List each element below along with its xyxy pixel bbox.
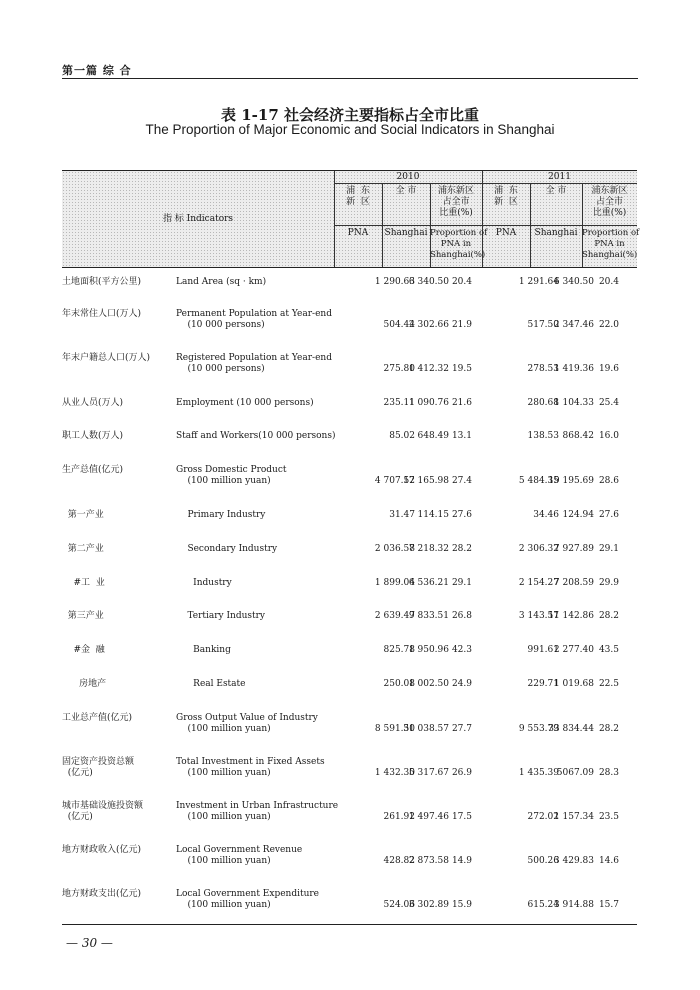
row-value: 33 834.44 xyxy=(548,724,594,734)
row-value: 517.50 xyxy=(527,320,559,330)
running-head: 第一篇 综 合 xyxy=(62,64,132,77)
row-label-cn: 第三产业 xyxy=(62,611,104,621)
row-value: 27.7 xyxy=(451,724,472,734)
row-value: 28.6 xyxy=(598,476,619,486)
row-value: 14.6 xyxy=(598,856,619,866)
row-value: 17.5 xyxy=(451,812,472,822)
row-value: 3 143.57 xyxy=(518,611,559,621)
row-label-en: Secondary Industry xyxy=(176,544,278,554)
row-value: 42.3 xyxy=(451,645,472,655)
row-label-en: Investment in Urban Infrastructure (100 million yuan) xyxy=(176,801,339,822)
row-value: 124.94 xyxy=(562,510,594,520)
row-value: 1 497.46 xyxy=(408,812,449,822)
row-label-en: Registered Population at Year-end (10 000 persons) xyxy=(176,353,332,374)
row-value: 21.6 xyxy=(451,398,472,408)
row-value: 1 157.34 xyxy=(553,812,594,822)
indicators-table xyxy=(62,170,640,910)
row-label-en: Industry xyxy=(176,578,232,588)
row-value: 29.9 xyxy=(598,578,619,588)
header-shanghai-cn-2010: 全 市 xyxy=(395,186,417,196)
row-value: 1 419.36 xyxy=(553,364,594,374)
row-value: 991.61 xyxy=(527,645,559,655)
header-pna-en-2011: PNA xyxy=(495,228,517,238)
row-value: 20.4 xyxy=(451,277,472,287)
row-value: 2 347.46 xyxy=(553,320,594,330)
row-value: 261.92 xyxy=(383,812,415,822)
bottom-rule xyxy=(62,924,637,925)
row-label-en: Local Government Revenue (100 million yuan) xyxy=(176,845,303,866)
row-label-en: Gross Output Value of Industry (100 million yuan) xyxy=(176,713,318,734)
row-value: 504.44 xyxy=(383,320,415,330)
row-label-cn: 城市基础设施投资额 (亿元) xyxy=(62,801,144,822)
header-year-2010: 2010 xyxy=(396,172,420,182)
row-label-cn: 生产总值(亿元) xyxy=(62,465,124,475)
row-value: 428.82 xyxy=(383,856,415,866)
row-value: 2 873.58 xyxy=(408,856,449,866)
row-label-en: Gross Domestic Product (100 million yuan) xyxy=(176,465,287,486)
header-shanghai-cn-2011: 全 市 xyxy=(545,186,567,196)
row-value: 7 218.32 xyxy=(408,544,449,554)
row-value: 1 104.33 xyxy=(553,398,594,408)
row-value: 9 553.79 xyxy=(518,724,559,734)
header-indicator: 指 标 Indicators xyxy=(162,214,234,224)
row-value: 22.5 xyxy=(598,679,619,689)
row-value: 28.3 xyxy=(598,768,619,778)
header-shanghai-en-2010: Shanghai xyxy=(384,228,428,238)
row-value: 2 306.32 xyxy=(518,544,559,554)
row-value: 1 412.32 xyxy=(408,364,449,374)
row-value: 138.53 xyxy=(527,431,559,441)
row-value: 43.5 xyxy=(598,645,619,655)
row-label-cn: 职工人数(万人) xyxy=(62,431,124,441)
row-label-en: Total Investment in Fixed Assets (100 million yuan) xyxy=(176,757,325,778)
header-pna-en-2010: PNA xyxy=(347,228,369,238)
row-label-en: Land Area (sq · km) xyxy=(176,277,267,287)
row-value: 1 291.64 xyxy=(518,277,559,287)
row-label-cn: 年末户籍总人口(万人) xyxy=(62,353,151,363)
row-value: 6 340.50 xyxy=(408,277,449,287)
row-value: 31.47 xyxy=(389,510,415,520)
row-label-cn: 土地面积(平方公里) xyxy=(62,277,142,287)
row-value: 1 090.76 xyxy=(408,398,449,408)
row-value: 29.1 xyxy=(451,578,472,588)
row-value: 29.1 xyxy=(598,544,619,554)
header-pna-cn-2010: 浦 东 新 区 xyxy=(346,186,370,207)
row-value: 278.53 xyxy=(527,364,559,374)
row-label-en: Staff and Workers(10 000 persons) xyxy=(176,431,336,441)
row-value: 6 340.50 xyxy=(553,277,594,287)
row-label-cn: 从业人员(万人) xyxy=(62,398,124,408)
row-value: 11 142.86 xyxy=(548,611,594,621)
row-label-cn: 房地产 xyxy=(62,679,107,689)
row-value: 15.9 xyxy=(451,900,472,910)
row-value: 1 950.96 xyxy=(408,645,449,655)
row-value: 1 019.68 xyxy=(553,679,594,689)
row-value: 28.2 xyxy=(598,611,619,621)
row-value: 3 914.88 xyxy=(553,900,594,910)
row-value: 868.42 xyxy=(562,431,594,441)
row-value: 2 036.58 xyxy=(374,544,415,554)
row-value: 2 277.40 xyxy=(553,645,594,655)
row-value: 5067.09 xyxy=(556,768,594,778)
row-label-en: Local Government Expenditure (100 million yuan) xyxy=(176,889,320,910)
table-title-cn: 表 1-17 社会经济主要指标占全市比重 xyxy=(221,106,479,124)
row-value: 7 208.59 xyxy=(553,578,594,588)
row-value: 4 707.52 xyxy=(374,476,415,486)
row-value: 27.6 xyxy=(598,510,619,520)
row-value: 26.9 xyxy=(451,768,472,778)
row-label-cn: 地方财政收入(亿元) xyxy=(62,845,142,855)
row-label-cn: 工业总产值(亿元) xyxy=(62,713,133,723)
row-value: 524.06 xyxy=(383,900,415,910)
row-value: 25.4 xyxy=(598,398,619,408)
row-value: 26.8 xyxy=(451,611,472,621)
row-label-cn: 地方财政支出(亿元) xyxy=(62,889,142,899)
row-value: 19.6 xyxy=(598,364,619,374)
row-value: 9 833.51 xyxy=(408,611,449,621)
row-value: 275.80 xyxy=(383,364,415,374)
row-label-en: Primary Industry xyxy=(176,510,266,520)
page-number: — 30 — xyxy=(66,936,113,950)
row-value: 27.4 xyxy=(451,476,472,486)
row-value: 250.08 xyxy=(383,679,415,689)
row-value: 16.0 xyxy=(598,431,619,441)
row-value: 6 536.21 xyxy=(408,578,449,588)
row-value: 13.1 xyxy=(451,431,472,441)
row-label-en: Permanent Population at Year-end (10 000 persons) xyxy=(176,309,332,330)
row-value: 19.5 xyxy=(451,364,472,374)
table-title-en: The Proportion of Major Economic and Social Indicators in Shanghai xyxy=(145,122,555,137)
row-value: 1 002.50 xyxy=(408,679,449,689)
row-value: 14.9 xyxy=(451,856,472,866)
row-label-en: Banking xyxy=(176,645,231,655)
row-value: 280.68 xyxy=(527,398,559,408)
row-label-en: Employment (10 000 persons) xyxy=(176,398,314,408)
row-value: 31 038.57 xyxy=(403,724,449,734)
row-label-cn: 年末常住人口(万人) xyxy=(62,309,142,319)
row-label-cn: #工 业 xyxy=(62,578,105,588)
header-prop-en-2010: Proportion of PNA in Shanghai(%) xyxy=(430,228,488,260)
row-value: 272.02 xyxy=(527,812,559,822)
row-value: 20.4 xyxy=(598,277,619,287)
row-value: 1 290.63 xyxy=(374,277,415,287)
row-label-cn: 第二产业 xyxy=(62,544,104,554)
row-value: 7 927.89 xyxy=(553,544,594,554)
row-value: 3 429.83 xyxy=(553,856,594,866)
header-rule xyxy=(62,78,638,79)
row-label-cn: 固定资产投资总额 (亿元) xyxy=(62,757,135,778)
row-value: 24.9 xyxy=(451,679,472,689)
row-value: 34.46 xyxy=(533,510,559,520)
row-value: 5 317.67 xyxy=(408,768,449,778)
row-value: 19 195.69 xyxy=(548,476,594,486)
row-value: 229.71 xyxy=(527,679,559,689)
row-label-en: Tertiary Industry xyxy=(176,611,266,621)
row-value: 615.24 xyxy=(527,900,559,910)
row-value: 15.7 xyxy=(598,900,619,910)
row-value: 2 639.47 xyxy=(374,611,415,621)
row-value: 85.02 xyxy=(389,431,415,441)
table-header xyxy=(62,170,640,268)
row-value: 648.49 xyxy=(417,431,449,441)
header-prop-en-2011: Proportion of PNA in Shanghai(%) xyxy=(582,228,640,260)
row-value: 28.2 xyxy=(451,544,472,554)
header-pna-cn-2011: 浦 东 新 区 xyxy=(494,186,518,207)
row-value: 21.9 xyxy=(451,320,472,330)
row-value: 1 432.30 xyxy=(374,768,415,778)
header-year-2011: 2011 xyxy=(548,172,571,182)
header-prop-cn-2011: 浦东新区 占全市 比重(%) xyxy=(591,186,628,218)
row-label-cn: #金 融 xyxy=(62,645,105,655)
row-value: 235.11 xyxy=(383,398,415,408)
row-value: 114.15 xyxy=(417,510,449,520)
header-prop-cn-2010: 浦东新区 占全市 比重(%) xyxy=(437,186,474,218)
row-value: 1 435.39 xyxy=(518,768,559,778)
row-value: 23.5 xyxy=(598,812,619,822)
row-value: 28.2 xyxy=(598,724,619,734)
row-value: 3 302.89 xyxy=(408,900,449,910)
row-label-en: Real Estate xyxy=(176,679,246,689)
row-value: 5 484.35 xyxy=(518,476,559,486)
row-label-cn: 第一产业 xyxy=(62,510,104,520)
row-value: 27.6 xyxy=(451,510,472,520)
row-value: 2 302.66 xyxy=(408,320,449,330)
row-value: 825.78 xyxy=(383,645,415,655)
row-value: 500.26 xyxy=(527,856,559,866)
row-value: 8 591.50 xyxy=(374,724,415,734)
row-value: 2 154.27 xyxy=(518,578,559,588)
row-value: 22.0 xyxy=(598,320,619,330)
row-value: 17 165.98 xyxy=(403,476,449,486)
header-shanghai-en-2011: Shanghai xyxy=(534,228,578,238)
row-value: 1 899.04 xyxy=(374,578,415,588)
